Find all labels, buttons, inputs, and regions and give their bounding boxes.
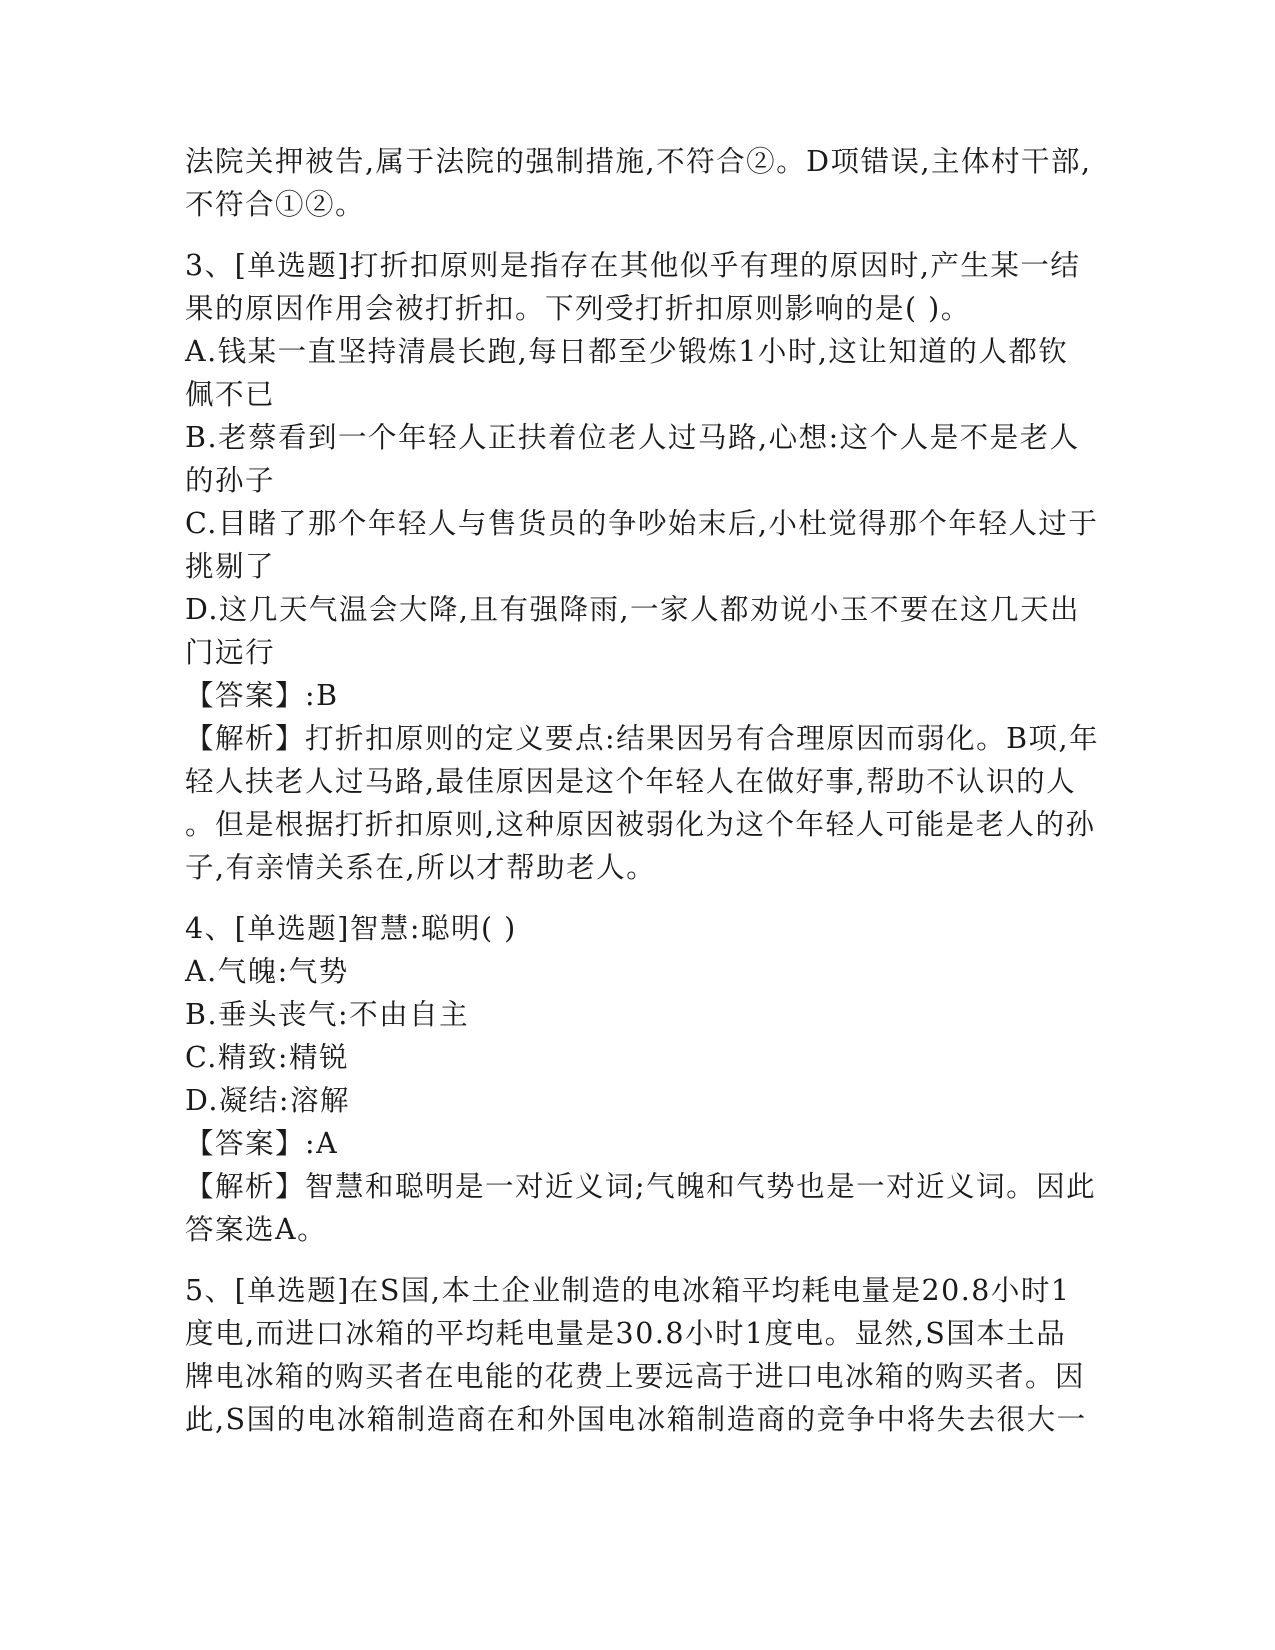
question-stem: 5、[单选题]在S国,本土企业制造的电冰箱平均耗电量是20.8小时1	[185, 1274, 1071, 1307]
option-a: A.钱某一直坚持清晨长跑,每日都至少锻炼1小时,这让知道的人都钦	[185, 335, 1069, 368]
question-3	[185, 244, 1100, 889]
option-a: A.气魄:气势	[185, 955, 349, 988]
analysis: 【解析】智慧和聪明是一对近义词;气魄和气势也是一对近义词。因此	[185, 1170, 1097, 1203]
option-c: C.目睹了那个年轻人与售货员的争吵始末后,小杜觉得那个年轻人过于	[185, 507, 1099, 540]
option-b: B.老蔡看到一个年轻人正扶着位老人过马路,心想:这个人是不是老人	[185, 421, 1080, 454]
question-4	[185, 907, 1097, 1251]
document-page	[185, 140, 1100, 1441]
text-line: 不符合①②。	[185, 188, 366, 221]
option-d: D.这几天气温会大降,且有强降雨,一家人都劝说小玉不要在这几天出	[185, 593, 1081, 626]
question-stem: 此,S国的电冰箱制造商在和外国电冰箱制造商的竞争中将失去很大一	[185, 1403, 1087, 1436]
option-c: C.精致:精锐	[185, 1041, 349, 1074]
analysis: 【解析】打折扣原则的定义要点:结果因另有合理原因而弱化。B项,年	[185, 722, 1100, 755]
answer: 【答案】:B	[185, 679, 339, 712]
question-stem: 果的原因作用会被打折扣。下列受打折扣原则影响的是( )。	[185, 292, 971, 325]
option-b: 的孙子	[185, 464, 276, 497]
option-b: B.垂头丧气:不由自主	[185, 998, 470, 1031]
question-stem: 度电,而进口冰箱的平均耗电量是30.8小时1度电。显然,S国本土品	[185, 1317, 1067, 1350]
question-5	[185, 1269, 1085, 1441]
question-stem: 4、[单选题]智慧:聪明( )	[185, 912, 517, 945]
analysis: 答案选A。	[185, 1213, 328, 1246]
option-a: 佩不已	[185, 378, 276, 411]
answer: 【答案】:A	[185, 1127, 339, 1160]
question-stem: 3、[单选题]打折扣原则是指存在其他似乎有理的原因时,产生某一结	[185, 249, 1081, 282]
analysis: 。但是根据打折扣原则,这种原因被弱化为这个年轻人可能是老人的孙	[185, 808, 1096, 841]
analysis: 子,有亲情关系在,所以才帮助老人。	[185, 851, 657, 884]
option-d: 门远行	[185, 636, 276, 669]
analysis: 轻人扶老人过马路,最佳原因是这个年轻人在做好事,帮助不认识的人	[185, 765, 1077, 798]
text-line: 法院关押被告,属于法院的强制措施,不符合②。D项错误,主体村干部,	[185, 145, 1092, 178]
option-d: D.凝结:溶解	[185, 1084, 350, 1117]
question-stem: 牌电冰箱的购买者在电能的花费上要远高于进口电冰箱的购买者。因	[185, 1360, 1086, 1393]
option-c: 挑剔了	[185, 550, 276, 583]
previous-answer-continuation	[185, 140, 1092, 226]
